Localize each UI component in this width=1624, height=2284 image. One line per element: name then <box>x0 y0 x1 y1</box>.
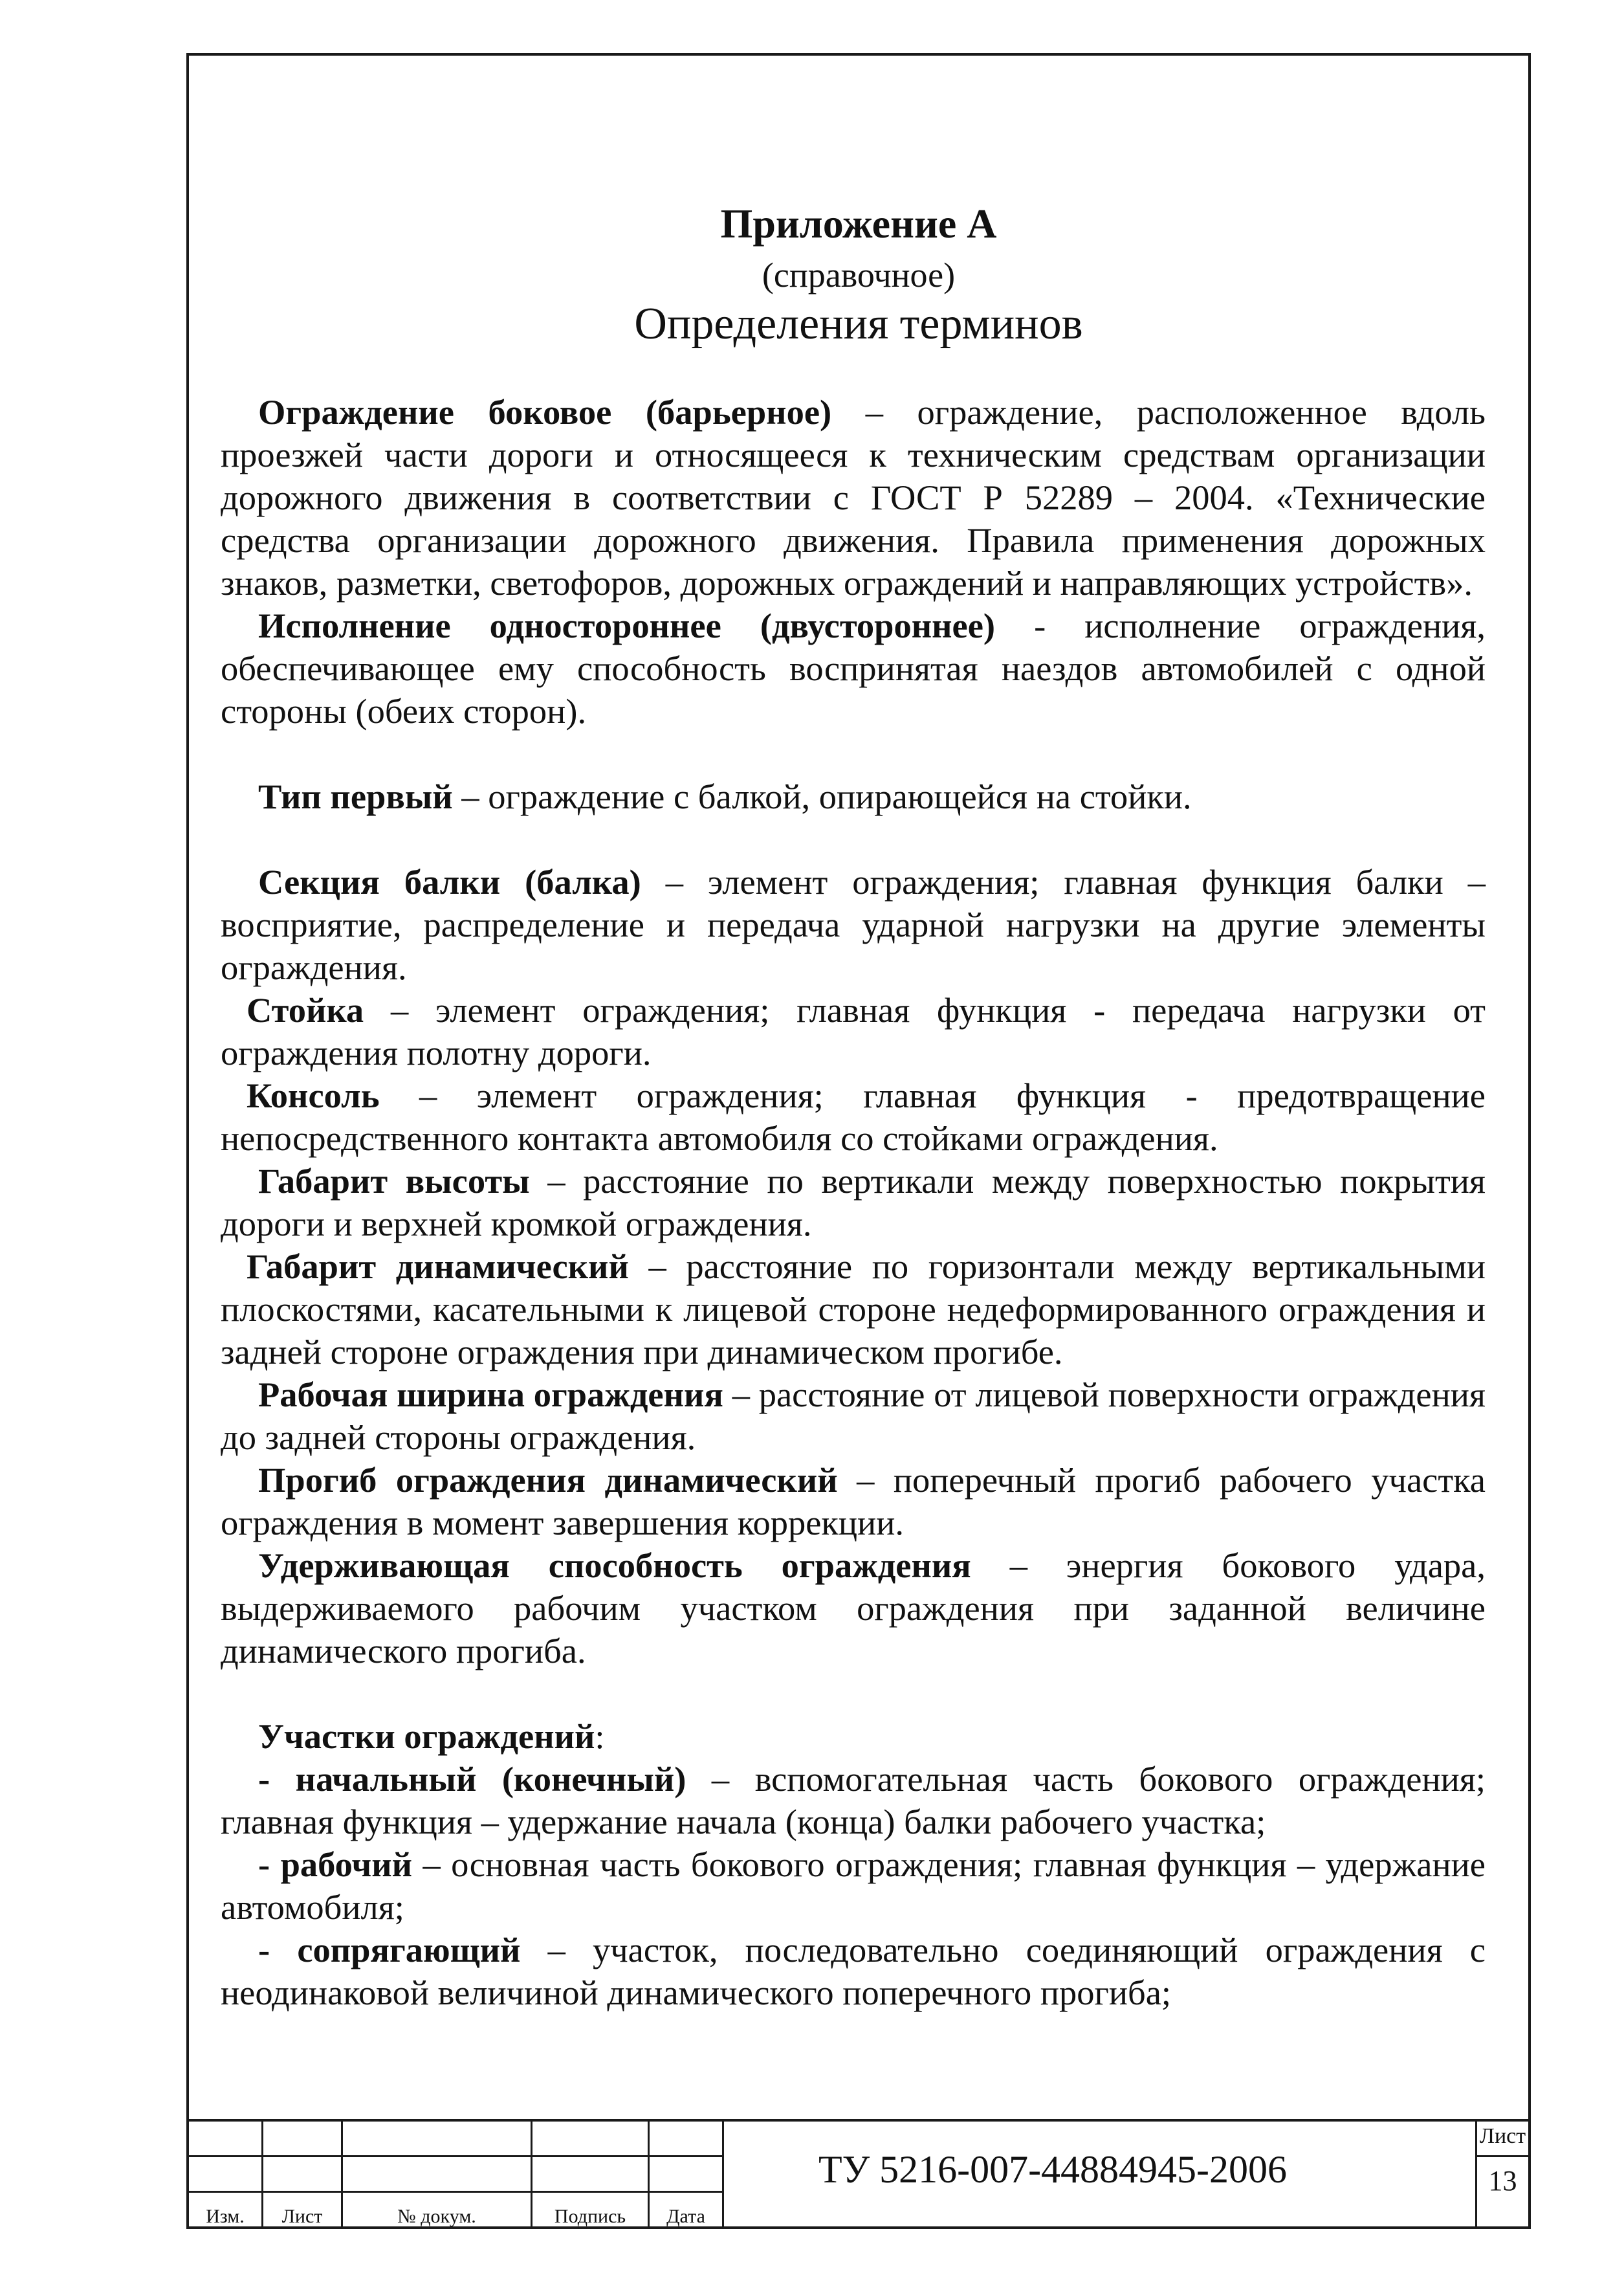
sheet-box <box>1475 2122 1528 2226</box>
definition-paragraph <box>221 1758 1486 1843</box>
sheet-number: 13 <box>1488 2165 1517 2197</box>
definition-text: – расстояние от лицевой поверхности ограждения до задней стороны ограждения. <box>221 1375 1486 1457</box>
definition-text: – энергия бокового удара, выдерживаемого рабочим участком ограждения при заданной величине динамического прогиба. <box>221 1546 1486 1670</box>
definition-paragraph <box>221 1715 1486 1758</box>
header-signature: Подпись <box>532 2192 649 2228</box>
appendix-subtitle: (справочное) <box>762 256 956 294</box>
definition-text: : <box>595 1716 605 1756</box>
definition-paragraph <box>221 1245 1486 1373</box>
document-code: ТУ 5216-007-44884945-2006 <box>818 2148 1288 2191</box>
stamp-cell <box>189 2122 263 2156</box>
definition-text: – элемент ограждения; главная функция балки – восприятие, распределение и передача ударной нагрузки на другие элементы ограждения. <box>221 862 1486 987</box>
definition-paragraph <box>221 861 1486 989</box>
definition-text: – вспомогательная часть бокового ограждения; главная функция – удержание начала (конца) балки рабочего участка; <box>221 1759 1486 1841</box>
definition-text: – элемент ограждения; главная функция - предотвращение непосредственного контакта автомобиля со стойками ограждения. <box>221 1076 1486 1158</box>
definition-term: Стойка <box>247 990 364 1030</box>
title-block <box>189 2119 1528 2226</box>
sheet-label: Лист <box>1477 2124 1528 2157</box>
definition-paragraph <box>221 1544 1486 1672</box>
definition-paragraph <box>221 1459 1486 1544</box>
stamp-cell <box>649 2156 723 2192</box>
definition-paragraph <box>221 1074 1486 1160</box>
definition-paragraph <box>221 989 1486 1074</box>
stamp-cell <box>189 2156 263 2192</box>
definition-paragraph <box>221 1843 1486 1929</box>
header-list: Лист <box>263 2192 342 2228</box>
definition-term: Прогиб ограждения динамический <box>258 1460 838 1500</box>
header-doc-number: № докум. <box>342 2192 532 2228</box>
definition-term: Исполнение одностороннее (двустороннее) <box>258 606 996 645</box>
definition-term: Габарит динамический <box>247 1247 629 1286</box>
definition-paragraph <box>221 604 1486 733</box>
revision-table <box>189 2122 724 2228</box>
definition-paragraph <box>221 1929 1486 2014</box>
definitions-body <box>221 391 1486 2014</box>
spacer <box>221 1672 1486 1715</box>
stamp-cell <box>263 2122 342 2156</box>
definition-paragraph <box>221 1373 1486 1459</box>
header-izm: Изм. <box>189 2192 263 2228</box>
definition-text: – расстояние по горизонтали между вертикальными плоскостями, касательными к лицевой стороне недеформированного ограждения и задней стороне ограждения при динамическом прогибе. <box>221 1247 1486 1371</box>
definition-text: – участок, последовательно соединяющий ограждения с неодинаковой величиной динамического поперечного прогиба; <box>221 1930 1486 2012</box>
definition-term: - начальный (конечный) <box>258 1759 686 1799</box>
definition-term: - рабочий <box>258 1845 413 1884</box>
section-heading: Определения терминов <box>634 299 1083 349</box>
definition-paragraph <box>221 1160 1486 1245</box>
definition-text: – основная часть бокового ограждения; главная функция – удержание автомобиля; <box>221 1845 1486 1927</box>
stamp-cell <box>342 2156 532 2192</box>
header-date: Дата <box>649 2192 723 2228</box>
definition-text: – элемент ограждения; главная функция - передача нагрузки от ограждения полотну дороги. <box>221 990 1486 1072</box>
definition-term: Рабочая ширина ограждения <box>258 1375 723 1414</box>
spacer <box>221 733 1486 775</box>
definition-text: – ограждение, расположенное вдоль проезжей части дороги и относящееся к техническим средствам организации дорожного движения в соответствии с ГОСТ Р 52289 – 2004. «Технические средства организации дорожного движения. Правила применения дорожных знаков, разметки, светофоров, дорожных ограждений и направляющих устройств». <box>221 392 1486 603</box>
definition-term: Секция балки (балка) <box>258 862 641 902</box>
definition-term: Ограждение боковое (барьерное) <box>258 392 832 432</box>
stamp-cell <box>263 2156 342 2192</box>
definition-text: – расстояние по вертикали между поверхностью покрытия дороги и верхней кромкой ограждения. <box>221 1161 1486 1243</box>
definition-term: Габарит высоты <box>258 1161 530 1201</box>
definition-paragraph <box>221 775 1486 818</box>
definition-term: Тип первый <box>258 777 453 816</box>
stamp-cell <box>532 2122 649 2156</box>
definition-term: Удерживающая способность ограждения <box>258 1546 971 1585</box>
stamp-cell <box>532 2156 649 2192</box>
stamp-cell <box>342 2122 532 2156</box>
definition-text: – ограждение с балкой, опирающейся на стойки. <box>452 777 1192 816</box>
definition-text: - исполнение ограждения, обеспечивающее ему способность воспринятая наездов автомобилей с одной стороны (обеих сторон). <box>221 606 1486 731</box>
appendix-title: Приложение А <box>720 201 997 247</box>
definition-paragraph <box>221 391 1486 604</box>
definition-term: Консоль <box>247 1076 380 1115</box>
definition-term: - сопрягающий <box>258 1930 521 1969</box>
stamp-cell <box>649 2122 723 2156</box>
page-frame <box>186 53 1531 2229</box>
spacer <box>221 818 1486 861</box>
definition-term: Участки ограждений <box>258 1716 595 1756</box>
definition-text: – поперечный прогиб рабочего участка ограждения в момент завершения коррекции. <box>221 1460 1486 1542</box>
